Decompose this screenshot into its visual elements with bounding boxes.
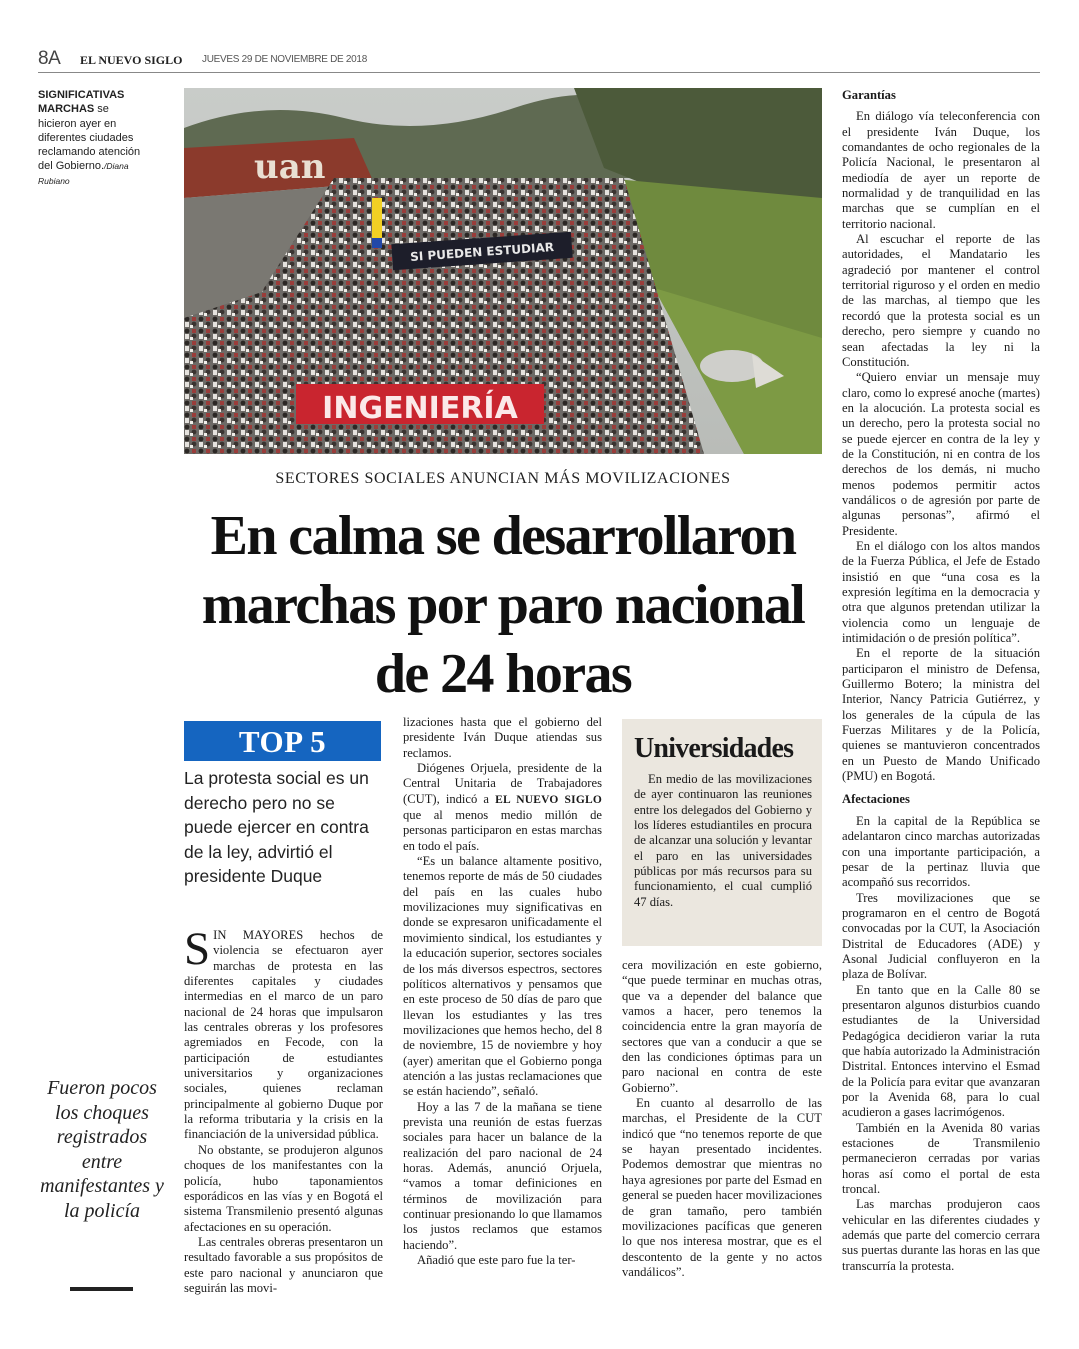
paragraph: SIN MAYORES hechos de violencia se efectuaron ayer marchas de protesta en las diferentes capitales y ciudades intermedias en el marco de un paro nacional de 24 horas que impulsaron las centrales obreras y los profesores agremiados en Fecode, con la participación de estudiantes universitarios y organizaciones sociales, quienes reclaman principalmente al gobierno Duque por la reforma tributaria y la crisis en la financiación de la universidad pública. — [184, 923, 383, 1142]
paragraph: Añadió que este paro fue la ter- — [417, 1253, 576, 1268]
banner-bottom-text: INGENIERÍA — [322, 391, 518, 426]
photo-credit: /Diana Rubiano — [38, 161, 129, 186]
body-column-3 — [622, 958, 822, 1280]
paragraph: En el diálogo con los altos mandos de la Fuerza Pública, el Jefe de Estado insistió en que “una cosa es la expresión legítima en la democracia y otra que algunos pretendan utilizar la violencia como un lenguaje de intimidación o de presión política”. — [842, 538, 1040, 646]
newspaper-mention: EL NUEVO SIGLO — [495, 793, 602, 806]
universidades-title: Universidades — [634, 733, 794, 764]
paragraph: Tres movilizaciones que se programaron en el centro de Bogotá convocadas por la CUT, la Asociación Distrital de Educadores (ADE) y Asonal Judicial confluyeron en la plaza de Bolívar. — [842, 890, 1040, 982]
page-number: 8A — [38, 48, 61, 69]
dropcap: S — [184, 923, 211, 975]
article-headline: En calma se desarrollaron marchas por paro nacional de 24 horas — [201, 505, 805, 705]
top5-label: TOP 5 — [184, 721, 381, 761]
paragraph: En el reporte de la situación participaron el ministro de Defensa, Guillermo Botero; la ministra del Interior, Nancy Patricia Gutiérrez, y los generales de la cúpula de las Fuerzas Militares y de la Policía, quienes se mantuvieron concentrados en un Puesto de Mando Unificado (PMU) en Bogotá. — [842, 646, 1040, 784]
banner-top-text: SI PUEDEN ESTUDIAR — [409, 239, 555, 265]
subheading-afectaciones: Afectaciones — [842, 792, 910, 807]
paragraph: En tanto que en la Calle 80 se presentaron algunos disturbios cuando estudiantes de la Universidad Pedagógica decidieron variar la ruta que había autorizado la Administración Distrital. Entonces intervino el Esmad de la Policía para evitar que avanzaran por la Avenida 68, para lo cual acudieron a gases lacrimógenos. — [842, 982, 1040, 1120]
paragraph: En la capital de la República se adelantaron cinco marchas autorizadas con una importante participación, a pesar de la pertinaz lluvia que acompañó sus recorridos. — [842, 813, 1040, 890]
article-kicker: SECTORES SOCIALES ANUNCIAN MÁS MOVILIZACIONES — [275, 470, 731, 487]
paragraph: Las centrales obreras presentaron un resultado favorable a sus propósitos de este paro nacional y anunciaron que seguirán las movi- — [184, 1234, 383, 1295]
body-column-1 — [184, 923, 383, 1296]
issue-date: JUEVES 29 DE NOVIEMBRE DE 2018 — [202, 54, 367, 65]
paragraph: En medio de las movilizaciones de ayer continuaron las reuniones entre los delegados del Gobierno y los líderes estudiantiles en procura de alcanzar una solución y levantar el paro en las universidades públicas por más recursos para su funcionamiento, el cual cumplió 47 días. — [634, 772, 812, 909]
universidades-text-block — [634, 772, 812, 910]
march-photo-illustration — [184, 88, 822, 454]
paragraph: Al escuchar el reporte de las autoridades, el Mandatario les agradeció por mantener el control territorial riguroso y el orden en medio de las marchas, al tiempo que les recordó que la protesta social es un derecho, pero siempre y cuando no sean afectadas la ley ni la Constitución. — [842, 232, 1040, 369]
paragraph: cera movilización en este gobierno, “que puede terminar en muchas otras, que va a depender del balance que vamos a hacer, pero tenemos la coincidencia entre la gran mayoría de sectores que van a conducir a que se den las condiciones óptimas para un paro nacional en contra de este Gobierno”. — [622, 958, 822, 1095]
pull-quote: Fueron pocos los choques registrados entre manifestantes y la policía — [40, 1077, 164, 1222]
caption-bold: SIGNIFICATIVAS MARCHAS — [38, 89, 125, 116]
subheading-garantias: Garantías — [842, 88, 896, 102]
paragraph: Hoy a las 7 de la mañana se tiene prevista una reunión de estas fuerzas sociales para hacer un balance de la realización del paro nacional de 24 horas. Además, anunció Orjuela, “vamos a tomar definiciones en términos de movilización para continuar presionando lo que llamamos los justos reclamos que estamos haciendo”. — [403, 1099, 602, 1252]
paragraph: Las marchas produjeron caos vehicular en las diferentes ciudades y además que parte del comercio cerrara sus puertas durante las horas en las que transcurría la protesta. — [842, 1197, 1040, 1273]
paragraph: También en la Avenida 80 varias estaciones de Transmilenio permanecieron cerradas por varias horas así como el portal de esta troncal. — [842, 1120, 1040, 1197]
newspaper-name: EL NUEVO SIGLO — [80, 53, 183, 67]
paragraph: En cuanto al desarrollo de las marchas, el Presidente de la CUT indicó que “no tenemos reporte de que se hayan presentado incidentes. Podemos demostrar que mientras no haya agresiones por parte del Esmad en general se pueden hacer movilizaciones de gran tamaño, pero también movilizaciones pacíficas que generen lo que nos interesa mostrar, que es el descontento de la gente y no actos vandálicos”. — [622, 1096, 823, 1279]
page-header — [38, 46, 1040, 73]
body-column-4 — [842, 88, 1040, 1274]
top5-text: La protesta social es un derecho pero no se puede ejercer en contra de la ley, advirtió el presidente Duque — [184, 768, 369, 887]
paragraph: “Es un balance altamente positivo, tenemos reporte de más de 50 ciudades del país en las cuales hubo movilizaciones muy significativas en donde se expresaron unificadamente el movimiento sindical, los estudiantes y la educación superior, sectores sociales de los más diversos espectros, sectores políticos alternativos y pensamos que en este proceso de 50 días de paro que llevan los estudiantes y las tres movilizaciones que hemos hecho, del 8 de noviembre, 15 de noviembre y hoy (ayer) ameritan que el Gobierno ponga atención a las justas reclamaciones que se están haciendo”, señaló. — [403, 854, 602, 1099]
paragraph: En diálogo vía teleconferencia con el presidente Iván Duque, los comandantes de ocho regionales de la Policía Nacional, le presentaron al mediodía de ayer un reporte de normalidad y de tranquilidad en las marchas que se cumplían en el territorio nacional. — [842, 109, 1040, 231]
caption-text: se hicieron ayer en diferentes ciudades reclamando atención del Gobierno. — [38, 103, 141, 173]
paragraph: Diógenes Orjuela, presidente de la Central Unitaria de Trabajadores (CUT), indicó a EL NUEVO SIGLO que al menos medio millón de personas participaron en estas marchas en todo el país. — [403, 761, 602, 853]
pull-quote-rule — [70, 1287, 133, 1291]
paragraph: “Quiero enviar un mensaje muy claro, como lo expresé anoche (martes) en la alocución. La protesta social es un derecho, pero la protesta social no se puede ejercer en contra de la ley y de la Constitución, ni en contra de los derechos de los demás, ni mucho menos podemos permitir actos vandálicos o de agresión por parte de algunas personas”, afirmó el Presidente. — [842, 370, 1040, 538]
wall-sign: uan — [254, 147, 326, 187]
march-photo — [184, 88, 822, 454]
photo-caption — [38, 88, 144, 188]
body-column-2 — [403, 715, 602, 1268]
paragraph: No obstante, se produjeron algunos choques de los manifestantes con la policía, hubo taponamientos esporádicos en las vías y en Bogotá el sistema Transmilenio presentó algunas afectaciones en su operación. — [184, 1142, 383, 1234]
paragraph: lizaciones hasta que el gobierno del presidente Iván Duque atiendas sus reclamos. — [403, 715, 602, 760]
